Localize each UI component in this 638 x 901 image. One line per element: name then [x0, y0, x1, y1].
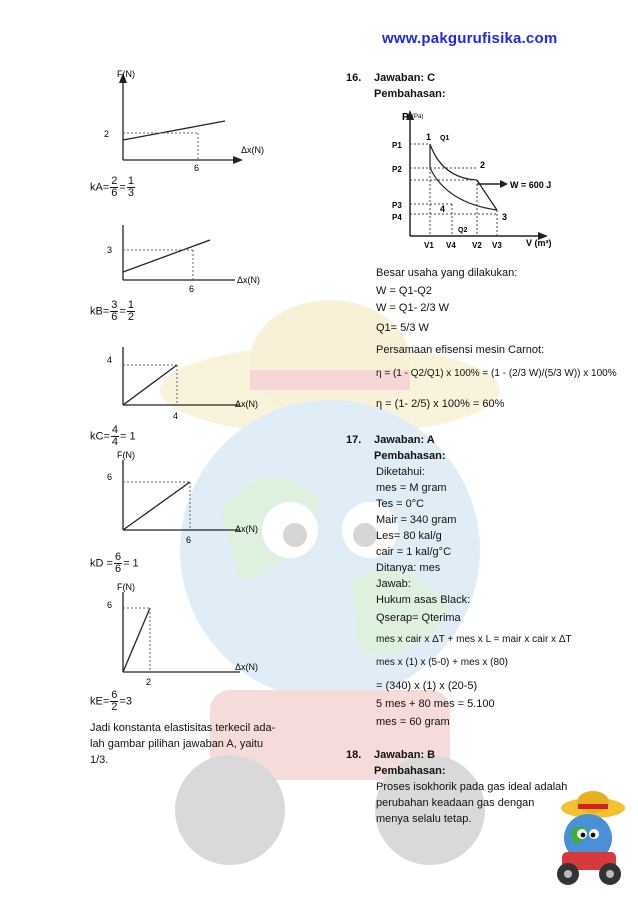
svg-text:Q1: Q1 — [440, 135, 450, 142]
dx-axis-label: Δx(N) — [235, 399, 259, 409]
v-axis-label: V (m³) — [526, 238, 552, 248]
svg-text:P3: P3 — [392, 201, 402, 210]
svg-text:V2: V2 — [472, 241, 482, 250]
svg-text:P2: P2 — [392, 165, 402, 174]
q17-line: Tes = 0°C — [376, 498, 425, 510]
q17-line: mes x (1) x (5-0) + mes x (80) — [376, 657, 508, 668]
x-tick: 2 — [146, 677, 152, 687]
y-tick: 6 — [107, 472, 113, 482]
q17-line: mes = 60 gram — [376, 716, 450, 728]
graph-b — [95, 225, 275, 300]
f-axis-label: F(N) — [117, 69, 135, 79]
mascot-logo-icon — [548, 788, 628, 888]
q16-line: Besar usaha yang dilakukan: — [376, 267, 518, 279]
q16-line: Q1= 5/3 W — [376, 322, 429, 334]
svg-text:V3: V3 — [492, 241, 502, 250]
q17-line: cair = 1 kal/g°C — [376, 546, 452, 558]
svg-text:P4: P4 — [392, 213, 402, 222]
q16-line: W = Q1-Q2 — [376, 285, 432, 297]
q16-line: W = Q1- 2/3 W — [376, 302, 450, 314]
x-tick: 4 — [173, 411, 179, 421]
q17-line: Diketahui: — [376, 466, 425, 478]
q17-line: Mair = 340 gram — [376, 514, 457, 526]
y-tick: 4 — [107, 355, 113, 365]
q16-discussion-label: Pembahasan: — [374, 88, 446, 100]
f-axis-label: F(N) — [117, 450, 135, 460]
graph-c — [95, 335, 275, 425]
pv-diagram — [392, 108, 572, 253]
conclusion-text: Jadi konstanta elastisitas terkecil ada- lah gambar pilihan jawaban A, yaitu 1/3. — [90, 722, 276, 766]
svg-text:4: 4 — [440, 204, 446, 214]
svg-text:V1: V1 — [424, 241, 434, 250]
p-unit: (Pa) — [412, 114, 424, 120]
site-url[interactable]: www.pakgurufisika.com — [382, 30, 558, 47]
ke-formula: kE= $\frac{6}{2}$ =3 — [90, 689, 132, 713]
x-tick: 6 — [194, 163, 200, 173]
q17-line: mes x cair x ΔT + mes x L = mair x cair x ΔT — [376, 634, 572, 645]
x-tick: 6 — [186, 535, 192, 545]
q17-line: Jawab: — [376, 578, 411, 590]
svg-text:Q2: Q2 — [458, 227, 468, 234]
q18-header: 18. Jawaban: B — [346, 749, 436, 761]
f-axis-label: F(N) — [117, 582, 135, 592]
y-tick: 2 — [104, 129, 110, 139]
dx-axis-label: Δx(N) — [235, 662, 259, 672]
svg-text:3: 3 — [502, 212, 508, 222]
q16-header: 16. Jawaban: C — [346, 72, 436, 84]
dx-axis-label: Δx(N) — [237, 275, 261, 285]
q17-line: Qserap= Qterima — [376, 612, 461, 624]
svg-text:P1: P1 — [392, 141, 402, 150]
ka-formula: kA= $\frac{2}{6}$ = $\frac{1}{3}$ — [90, 175, 134, 199]
svg-text:1: 1 — [426, 132, 432, 142]
q18-discussion-label: Pembahasan: — [374, 765, 446, 777]
dx-axis-label: Δx(N) — [241, 145, 265, 155]
q16-line: η = (1- 2/5) x 100% = 60% — [376, 398, 505, 410]
graph-e — [95, 580, 275, 690]
kc-formula: kC= $\frac{4}{4}$ = 1 — [90, 424, 136, 448]
y-tick: 3 — [107, 245, 113, 255]
q17-header: 17. Jawaban: A — [346, 434, 435, 446]
svg-text:2: 2 — [480, 160, 486, 170]
y-tick: 6 — [107, 600, 113, 610]
kb-formula: kB= $\frac{3}{6}$ = $\frac{1}{2}$ — [90, 299, 134, 323]
q17-discussion-label: Pembahasan: — [374, 450, 446, 462]
kd-formula: kD = $\frac{6}{6}$ = 1 — [90, 551, 139, 575]
q16-line: η = (1 - Q2/Q1) x 100% = (1 - (2/3 W)/(5/3 W)) x 100% — [376, 368, 617, 379]
graph-d — [95, 450, 275, 545]
q18-line: Proses isokhorik pada gas ideal adalah — [376, 781, 568, 793]
q17-line: 5 mes + 80 mes = 5.100 — [376, 698, 495, 710]
q18-line: perubahan keadaan gas dengan — [376, 797, 535, 809]
x-tick: 6 — [189, 284, 195, 294]
svg-text:V4: V4 — [446, 241, 456, 250]
q17-line: Hukum asas Black: — [376, 594, 471, 606]
dx-axis-label: Δx(N) — [235, 524, 259, 534]
q17-line: Les= 80 kal/g — [376, 530, 442, 542]
q17-line: mes = M gram — [376, 482, 447, 494]
q17-line: = (340) x (1) x (20-5) — [376, 680, 478, 692]
q16-line: Persamaan efisensi mesin Carnot: — [376, 344, 545, 356]
graph-a — [95, 65, 275, 180]
p-axis-label: P — [402, 112, 409, 123]
q18-line: menya selalu tetap. — [376, 813, 472, 825]
work-label: W = 600 J — [510, 180, 552, 190]
q17-line: Ditanya: mes — [376, 562, 441, 574]
